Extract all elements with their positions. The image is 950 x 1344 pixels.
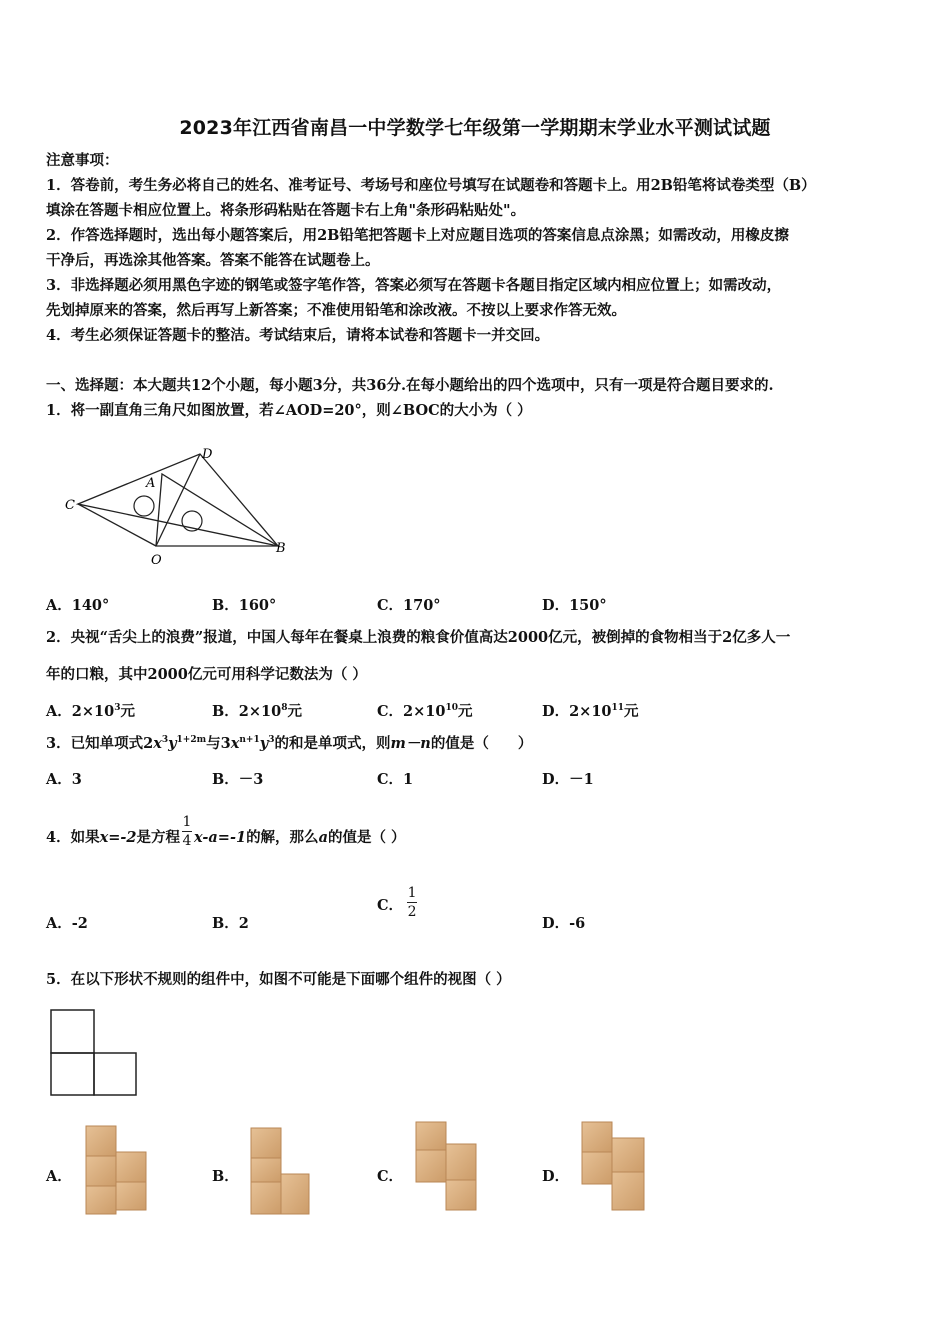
- q1-label-c: C: [65, 498, 75, 513]
- notice-line-2: 填涂在答题卡相应位置上。将条形码粘贴在答题卡右上角"条形码粘贴处"。: [46, 202, 526, 219]
- notice-heading: 注意事项：: [46, 152, 119, 169]
- q4-option-a: A．-2: [46, 915, 88, 932]
- q5-option-c: C．: [377, 1168, 404, 1185]
- q5-stem: 5．在以下形状不规则的组件中，如图不可能是下面哪个组件的视图（ ）: [46, 971, 511, 988]
- q1-option-a: A．140°: [46, 597, 110, 614]
- q5-blocks-a: [82, 1122, 152, 1217]
- q5-blocks-d: [578, 1120, 650, 1216]
- notice-line-7: 4．考生必须保证答题卡的整洁。考试结束后，请将本试卷和答题卡一并交回。: [46, 327, 550, 344]
- q5-blocks-b: [247, 1126, 313, 1218]
- q1-label-d: D: [202, 447, 213, 462]
- q1-option-b: B．160°: [212, 597, 277, 614]
- q1-option-c: C．170°: [377, 597, 441, 614]
- q5-option-b: B．: [212, 1168, 239, 1185]
- q1-segment-od: [156, 454, 200, 546]
- q2-option-c: C．$2\times 10^{10}$元: [377, 703, 473, 720]
- q3-option-a: A．3: [46, 771, 82, 788]
- q4-stem: 4．如果x=-2是方程 $\frac{1}{4}$ x-a=-1的解，那么a的值是（ ）: [46, 814, 406, 849]
- q1-segment-co: [78, 504, 156, 546]
- q5-option-d: D．: [542, 1168, 570, 1185]
- q4-option-c: C． $\frac{1}{2}$: [377, 885, 417, 920]
- q4-option-b: B．2: [212, 915, 249, 932]
- q1-label-b: B: [276, 541, 286, 556]
- q5-option-a: A．: [46, 1168, 72, 1185]
- notice-line-5: 3．非选择题必须用黑色字迹的钢笔或签字笔作答，答案必须写在答题卡各题目指定区域内相应位置上；如需改动，: [46, 277, 782, 294]
- q1-stem: 1．将一副直角三角尺如图放置，若∠AOD=20°，则∠BOC的大小为（ ）: [46, 402, 532, 419]
- q2-stem-line-1: 2．央视“舌尖上的浪费”报道，中国人每年在餐桌上浪费的粮食价值高达2000亿元，被倒掉的食物相当于2亿多人一: [46, 629, 791, 646]
- q2-option-a: A．$2\times 10^3$元: [46, 703, 135, 720]
- q1-label-a: A: [146, 476, 156, 491]
- q5-view-figure: [50, 1008, 140, 1098]
- q2-option-d: D．$2\times 10^{11}$元: [542, 703, 639, 720]
- q1-option-d: D．150°: [542, 597, 607, 614]
- q1-triangle-aob: [156, 474, 278, 546]
- q3-stem: 3．已知单项式$2x^3y^{1+2m}$与$3x^{n+1}y^3$的和是单项式，则m－n的值是（ ）: [46, 735, 533, 752]
- q4-option-d: D．-6: [542, 915, 586, 932]
- q4-fraction: $\frac{1}{4}$: [182, 814, 192, 849]
- q3-option-b: B．－3: [212, 771, 264, 788]
- notice-line-3: 2．作答选择题时，选出每小题答案后，用2B铅笔把答题卡上对应题目选项的答案信息点涂黑；如需改动，用橡皮擦: [46, 227, 789, 244]
- q2-option-b: B．$2\times 10^8$元: [212, 703, 302, 720]
- q1-label-o: O: [151, 553, 162, 568]
- q1-triangle-figure: [60, 440, 300, 570]
- notice-line-1: 1．答卷前，考生务必将自己的姓名、准考证号、考场号和座位号填写在试题卷和答题卡上。用2B铅笔将试卷类型（B）: [46, 177, 816, 194]
- q3-option-c: C．1: [377, 771, 414, 788]
- notice-line-4: 干净后，再选涂其他答案。答案不能答在试题卷上。: [46, 252, 380, 269]
- notice-line-6: 先划掉原来的答案，然后再写上新答案；不准使用铅笔和涂改液。不按以上要求作答无效。: [46, 302, 626, 319]
- q3-option-d: D．－1: [542, 771, 594, 788]
- q5-blocks-c: [412, 1118, 482, 1214]
- q1-circle-left: [134, 496, 154, 516]
- section-heading: 一、选择题：本大题共12个小题，每小题3分，共36分.在每小题给出的四个选项中，只有一项是符合题目要求的.: [46, 377, 774, 394]
- page-title: 2023年江西省南昌一中学数学七年级第一学期期末学业水平测试试题: [179, 117, 771, 139]
- q2-stem-line-2: 年的口粮，其中2000亿元可用科学记数法为（ ）: [46, 666, 367, 683]
